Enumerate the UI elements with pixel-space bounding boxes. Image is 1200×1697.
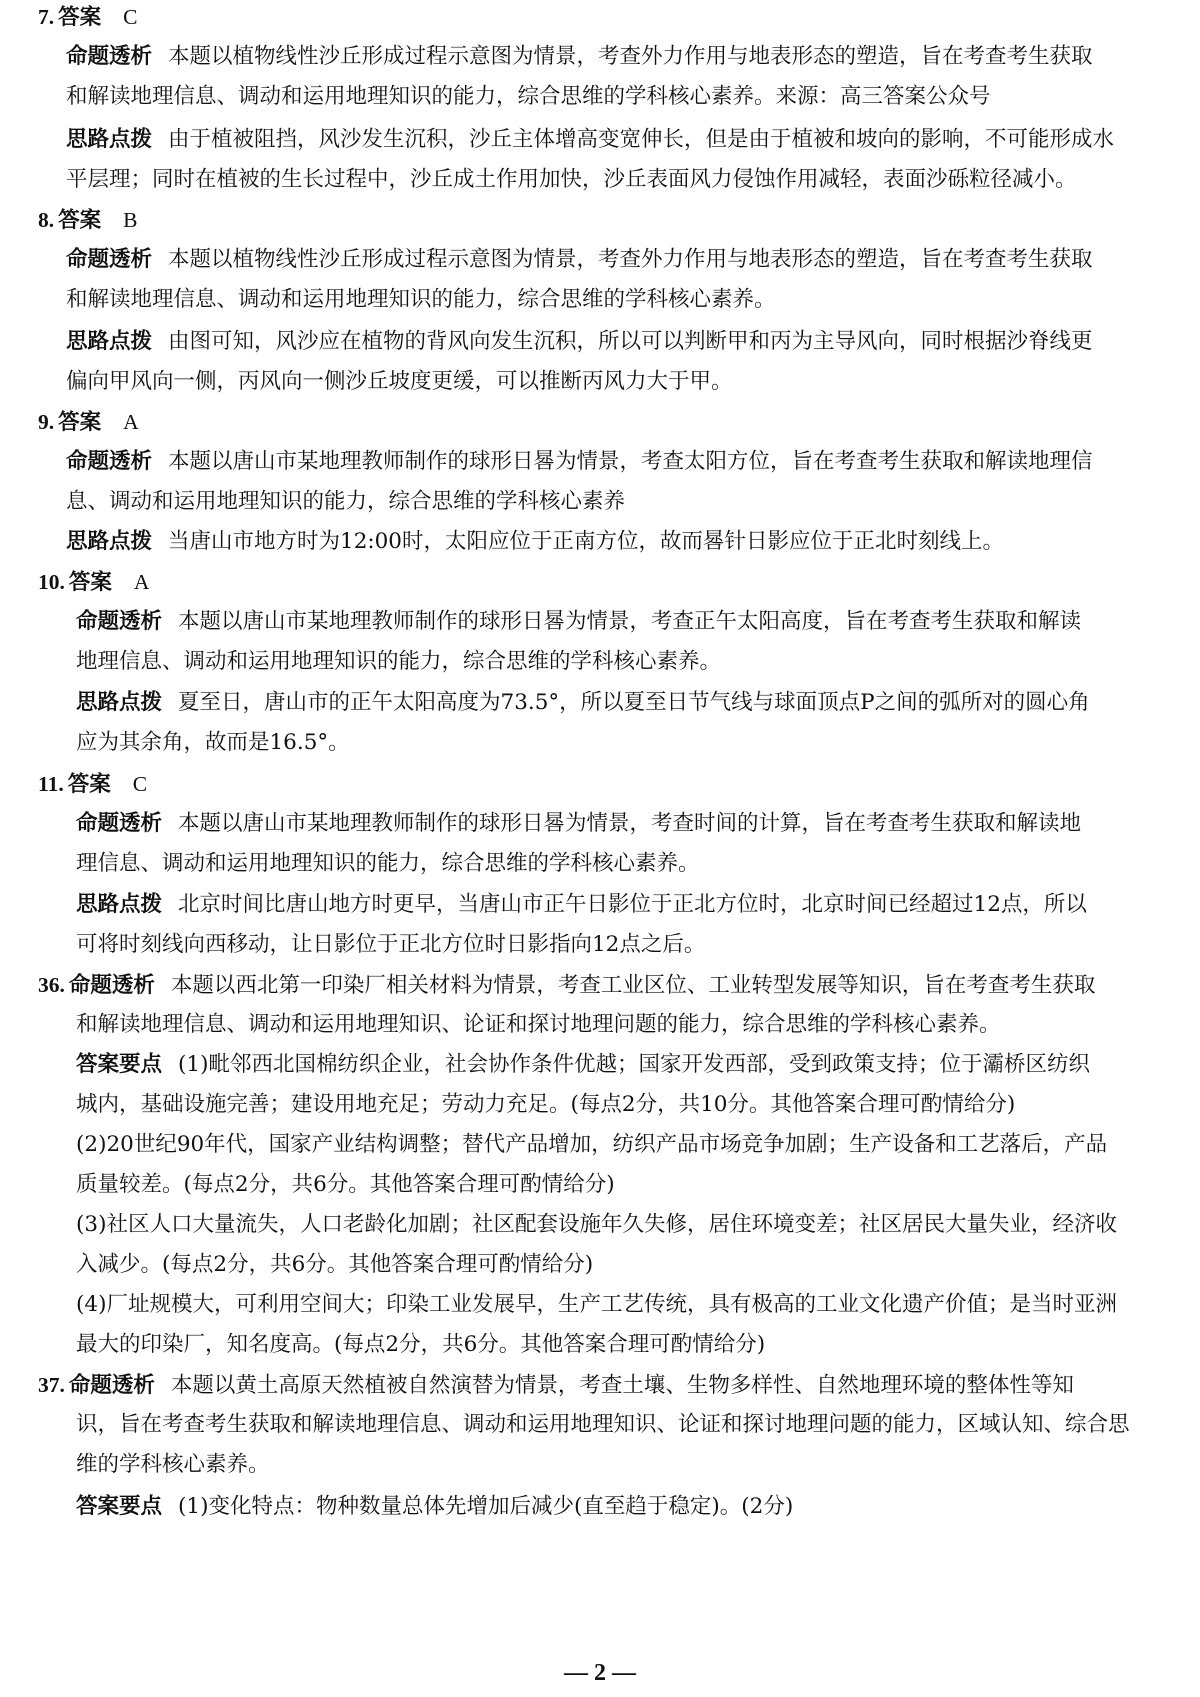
analysis-line xyxy=(76,809,1081,839)
hint-text: 由图可知，风沙应在植物的背风向发生沉积，所以可以判断甲和丙为主导风向，同时根据沙脊线更 xyxy=(168,329,1093,354)
key-point-4: (4)厂址规模大，可利用空间大；印染工业发展早，生产工艺传统，具有极高的工业文化遗产价值；是当时亚洲 xyxy=(76,1292,1117,1317)
analysis-text: 本题以唐山市某地理教师制作的球形日晷为情景，考查正午太阳高度，旨在考查考生获取和解读 xyxy=(178,609,1082,634)
question-9-header xyxy=(38,407,139,437)
answer-label: 答案 xyxy=(58,410,102,435)
question-number: 7. xyxy=(38,5,55,29)
answer-value: C xyxy=(132,772,148,796)
analysis-text: 本题以唐山市某地理教师制作的球形日晷为情景，考查太阳方位，旨在考查考生获取和解读地理信 xyxy=(168,449,1093,474)
analysis-label: 命题透析 xyxy=(66,44,153,69)
analysis-label: 命题透析 xyxy=(68,973,155,998)
analysis-line-cont: 理信息、调动和运用地理知识的能力，综合思维的学科核心素养。 xyxy=(76,851,700,876)
key-point-1: (1)变化特点：物种数量总体先增加后减少(直至趋于稳定)。(2分) xyxy=(178,1494,794,1519)
hint-text: 由于植被阻挡，风沙发生沉积，沙丘主体增高变宽伸长，但是由于植被和坡向的影响，不可能形成水 xyxy=(168,127,1115,152)
analysis-line-cont: 地理信息、调动和运用地理知识的能力，综合思维的学科核心素养。 xyxy=(76,649,722,674)
hint-line xyxy=(66,327,1093,357)
analysis-label: 命题透析 xyxy=(68,1373,155,1398)
key-points-label: 答案要点 xyxy=(76,1052,163,1077)
hint-line xyxy=(76,890,1087,920)
key-point-4-cont: 最大的印染厂，知名度高。(每点2分，共6分。其他答案合理可酌情给分) xyxy=(76,1332,766,1357)
question-11-header xyxy=(38,769,147,799)
answer-label: 答案 xyxy=(58,5,102,30)
hint-label: 思路点拨 xyxy=(76,892,163,917)
hint-line-cont: 应为其余角，故而是16.5°。 xyxy=(76,730,350,755)
analysis-label: 命题透析 xyxy=(76,609,163,634)
analysis-label: 命题透析 xyxy=(66,247,153,272)
analysis-text: 本题以黄土高原天然植被自然演替为情景，考查土壤、生物多样性、自然地理环境的整体性等知 xyxy=(170,1373,1074,1398)
hint-label: 思路点拨 xyxy=(66,529,153,554)
analysis-text: 本题以植物线性沙丘形成过程示意图为情景，考查外力作用与地表形态的塑造，旨在考查考生获取 xyxy=(168,247,1093,272)
analysis-text: 本题以植物线性沙丘形成过程示意图为情景，考查外力作用与地表形态的塑造，旨在考查考生获取 xyxy=(168,44,1093,69)
analysis-line-cont: 和解读地理信息、调动和运用地理知识、论证和探讨地理问题的能力，综合思维的学科核心素养。 xyxy=(76,1012,1001,1037)
hint-label: 思路点拨 xyxy=(66,127,153,152)
analysis-line-cont-2: 维的学科核心素养。 xyxy=(76,1452,270,1477)
answer-value: A xyxy=(123,410,139,434)
question-number: 11. xyxy=(38,772,64,796)
hint-line-cont: 可将时刻线向西移动，让日影位于正北方位时日影指向12点之后。 xyxy=(76,932,706,957)
hint-line xyxy=(66,125,1114,155)
key-point-2-cont: 质量较差。(每点2分，共6分。其他答案合理可酌情给分) xyxy=(76,1172,615,1197)
question-8-header xyxy=(38,205,137,235)
question-36-analysis xyxy=(38,970,1095,1000)
hint-text: 夏至日，唐山市的正午太阳高度为73.5°，所以夏至日节气线与球面顶点P之间的弧所对的圆心角 xyxy=(178,690,1090,715)
answer-label: 答案 xyxy=(58,208,102,233)
question-number: 10. xyxy=(38,570,65,594)
key-point-1: (1)毗邻西北国棉纺织企业，社会协作条件优越；国家开发西部，受到政策支持；位于灞桥区纺织 xyxy=(178,1052,1090,1077)
hint-line xyxy=(66,527,1004,557)
analysis-line-cont: 和解读地理信息、调动和运用地理知识的能力，综合思维的学科核心素养。 xyxy=(66,287,776,312)
analysis-text: 本题以西北第一印染厂相关材料为情景，考查工业区位、工业转型发展等知识，旨在考查考生获取 xyxy=(170,973,1096,998)
hint-line xyxy=(76,688,1090,718)
answer-label: 答案 xyxy=(68,570,112,595)
analysis-line xyxy=(76,607,1081,637)
key-point-3-cont: 入减少。(每点2分，共6分。其他答案合理可酌情给分) xyxy=(76,1252,594,1277)
question-37-analysis xyxy=(38,1370,1074,1400)
key-points-line xyxy=(76,1050,1090,1080)
analysis-label: 命题透析 xyxy=(66,449,153,474)
page-number: — 2 — xyxy=(564,1660,636,1686)
answer-value: A xyxy=(133,570,150,594)
key-points-label: 答案要点 xyxy=(76,1494,163,1519)
key-point-1-cont: 城内，基础设施完善；建设用地充足；劳动力充足。(每点2分，共10分。其他答案合理可酌情给分) xyxy=(76,1092,1016,1117)
key-point-2: (2)20世纪90年代，国家产业结构调整；替代产品增加，纺织产品市场竞争加剧；生产设备和工艺落后，产品 xyxy=(76,1132,1108,1157)
question-number: 9. xyxy=(38,410,55,434)
answer-value: B xyxy=(123,208,138,232)
question-7-header xyxy=(38,2,137,32)
analysis-text: 本题以唐山市某地理教师制作的球形日晷为情景，考查时间的计算，旨在考查考生获取和解读地 xyxy=(178,811,1082,836)
hint-text: 北京时间比唐山地方时更早，当唐山市正午日影位于正北方位时，北京时间已经超过12点，所以 xyxy=(178,892,1087,917)
question-number: 36. xyxy=(38,973,65,997)
hint-label: 思路点拨 xyxy=(76,690,163,715)
key-point-3: (3)社区人口大量流失，人口老龄化加剧；社区配套设施年久失修，居住环境变差；社区居民大量失业，经济收 xyxy=(76,1212,1117,1237)
analysis-label: 命题透析 xyxy=(76,811,163,836)
analysis-line xyxy=(66,42,1093,72)
question-number: 37. xyxy=(38,1373,65,1397)
key-points-line xyxy=(76,1492,793,1522)
answer-label: 答案 xyxy=(67,772,111,797)
hint-label: 思路点拨 xyxy=(66,329,153,354)
hint-text: 当唐山市地方时为12:00时，太阳应位于正南方位，故而晷针日影应位于正北时刻线上。 xyxy=(168,529,1004,554)
hint-line-cont: 平层理；同时在植被的生长过程中，沙丘成土作用加快，沙丘表面风力侵蚀作用减轻，表面沙砾粒径减小。 xyxy=(66,167,1077,192)
answer-value: C xyxy=(123,5,138,29)
hint-line-cont: 偏向甲风向一侧，丙风向一侧沙丘坡度更缓，可以推断丙风力大于甲。 xyxy=(66,369,733,394)
question-number: 8. xyxy=(38,208,55,232)
question-10-header xyxy=(38,567,149,597)
analysis-line xyxy=(66,447,1093,477)
analysis-line xyxy=(66,245,1093,275)
analysis-line-cont: 识，旨在考查考生获取和解读地理信息、调动和运用地理知识、论证和探讨地理问题的能力，区域认知、综合思 xyxy=(76,1412,1130,1437)
analysis-line-cont: 和解读地理信息、调动和运用地理知识的能力，综合思维的学科核心素养。来源：高三答案公众号 xyxy=(66,84,991,109)
analysis-line-cont: 息、调动和运用地理知识的能力，综合思维的学科核心素养 xyxy=(66,489,626,514)
